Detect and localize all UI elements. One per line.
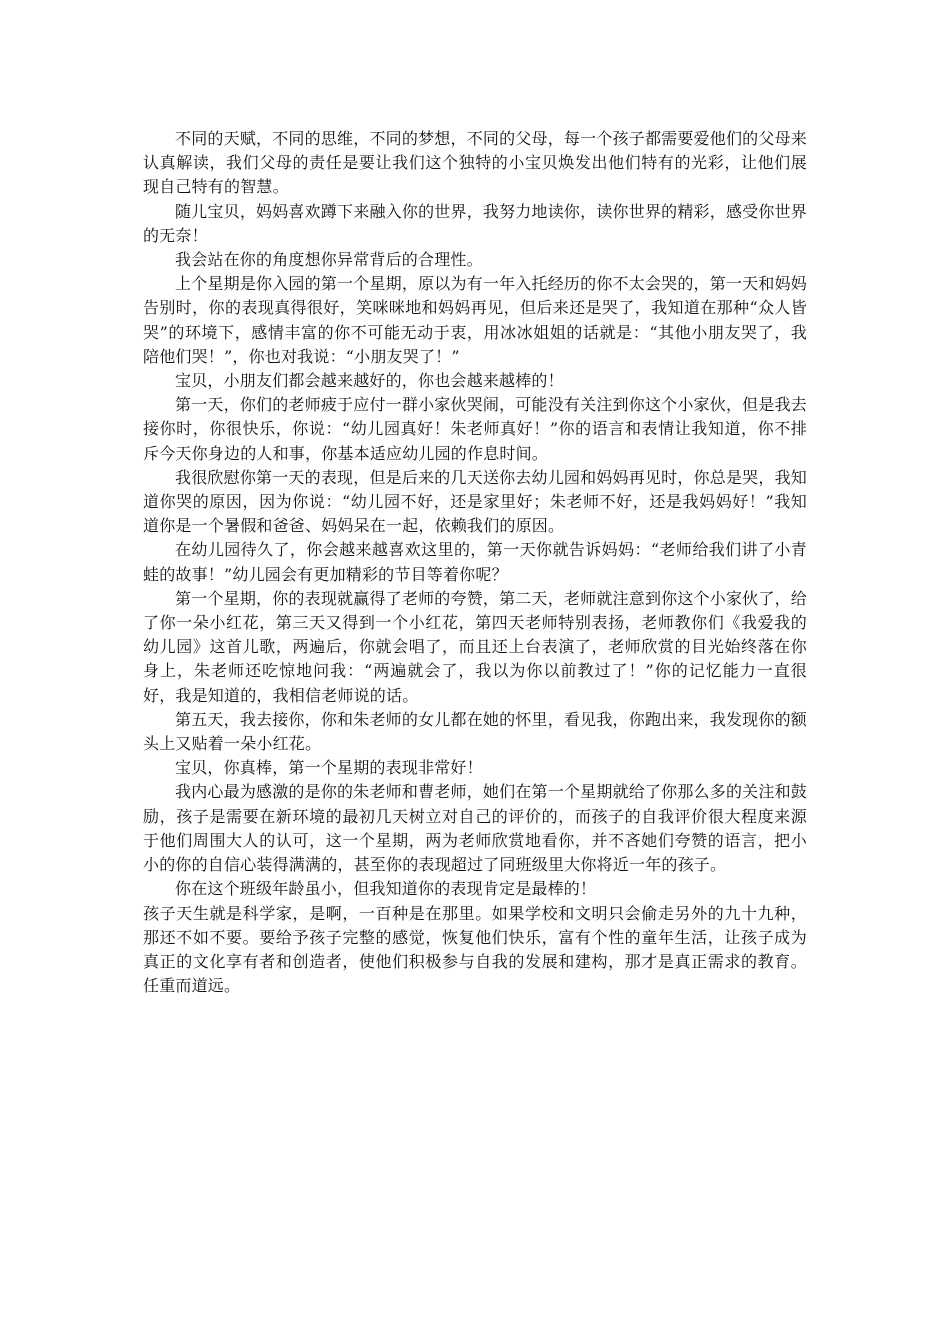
- paragraph: 宝贝，你真棒，第一个星期的表现非常好！: [175, 758, 483, 778]
- paragraph: 第一个星期，你的表现就赢得了老师的夸赞，第二天，老师就注意到你这个小家伙了，给了你一朵小红花，第三天又得到一个小红花，第四天老师特别表扬，老师教你们《我爱我的幼儿园》这首儿歌，两遍后，你就会唱了，而且还上台表演了，老师欣赏的目光始终落在你身上，朱老师还吃惊地问我：“两遍就会了，我以为你以前教过了！”你的记忆能力一直很好，我是知道的，我相信老师说的话。: [143, 588, 807, 705]
- paragraph: 我会站在你的角度想你异常背后的合理性。: [175, 250, 483, 270]
- paragraph: 我内心最为感激的是你的朱老师和曹老师，她们在第一个星期就给了你那么多的关注和鼓励，孩子是需要在新环境的最初几天树立对自己的评价的，而孩子的自我评价很大程度来源于他们周围大人的认可，这一个星期，两为老师欣赏地看你，并不吝她们夸赞的语言，把小小的你的自信心装得满满的，甚至你的表现超过了同班级里大你将近一年的孩子。: [143, 782, 807, 875]
- paragraph: 宝贝，小朋友们都会越来越好的，你也会越来越棒的！: [175, 371, 564, 391]
- paragraph: 在幼儿园待久了，你会越来越喜欢这里的，第一天你就告诉妈妈：“老师给我们讲了小青蛙的故事！”幼儿园会有更加精彩的节目等着你呢？: [143, 540, 807, 584]
- paragraph: 第五天，我去接你，你和朱老师的女儿都在她的怀里，看见我，你跑出来，我发现你的额头上又贴着一朵小红花。: [143, 709, 807, 754]
- paragraph: 你在这个班级年龄虽小，但我知道你的表现肯定是最棒的！: [175, 879, 597, 899]
- paragraph: 第一天，你们的老师疲于应付一群小家伙哭闹，可能没有关注到你这个小家伙，但是我去接你时，你很快乐，你说：“幼儿园真好！朱老师真好！”你的语言和表情让我知道，你不排斥今天你身边的人和事，你基本适应幼儿园的作息时间。: [143, 395, 807, 463]
- paragraph: 不同的天赋，不同的思维，不同的梦想，不同的父母，每一个孩子都需要爱他们的父母来认真解读，我们父母的责任是要让我们这个独特的小宝贝焕发出他们特有的光彩，让他们展现自己特有的智慧。: [143, 129, 807, 197]
- document-body: [143, 127, 807, 998]
- paragraph: 孩子天生就是科学家，是啊，一百种是在那里。如果学校和文明只会偷走另外的九十九种，那还不如不要。要给予孩子完整的感觉，恢复他们快乐，富有个性的童年生活，让孩子成为真正的文化享有者和创造者，使他们积极参与自我的发展和建构，那才是真正需求的教育。任重而道远。: [143, 903, 807, 996]
- paragraph: 随儿宝贝，妈妈喜欢蹲下来融入你的世界，我努力地读你，读你世界的精彩，感受你世界的无奈！: [143, 201, 807, 245]
- paragraph: 我很欣慰你第一天的表现，但是后来的几天送你去幼儿园和妈妈再见时，你总是哭，我知道你哭的原因，因为你说：“幼儿园不好，还是家里好；朱老师不好，还是我妈妈好！”我知道你是一个暑假和爸爸、妈妈呆在一起，依赖我们的原因。: [143, 467, 807, 536]
- paragraph: 上个星期是你入园的第一个星期，原以为有一年入托经历的你不太会哭的，第一天和妈妈告别时，你的表现真得很好，笑咪咪地和妈妈再见，但后来还是哭了，我知道在那种“众人皆哭”的环境下，感情丰富的你不可能无动于衷，用冰冰姐姐的话就是：“其他小朋友哭了，我陪他们哭！”，你也对我说：“小朋友哭了！”: [143, 274, 807, 366]
